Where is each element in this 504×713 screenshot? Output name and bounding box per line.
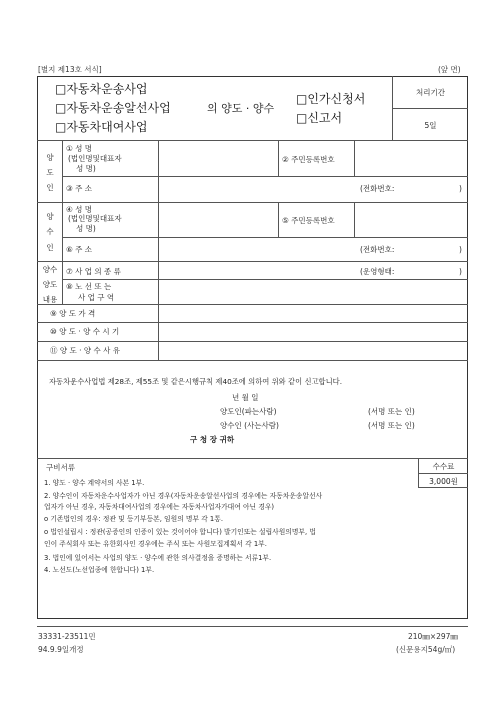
document-item-2b: o 법인설립시 : 정관(공증인의 인증이 있는 것이어야 합니다) 발기인또는 설립사원의명부, 법 xyxy=(44,528,316,536)
price-label: ⑨ 양 도 가 격 xyxy=(50,309,96,318)
processing-period-label: 처리기간 xyxy=(416,88,445,97)
reason-input[interactable] xyxy=(160,343,466,358)
operation-type-end: ) xyxy=(459,267,462,276)
route-input[interactable] xyxy=(160,281,466,302)
transferee-reg-input[interactable] xyxy=(356,204,466,235)
document-item-3: 3. 법인에 있어서는 사업의 양도 · 양수에 관한 의사결정을 증명하는 서류1부. xyxy=(44,554,272,562)
document-item-2a: o 기존법인의 경우: 정관 및 등기부등본, 임원의 명부 각 1통. xyxy=(44,515,223,523)
transferee-reg-label: ⑤ 주민등록번호 xyxy=(282,216,335,225)
transferor-phone-label: (전화번호: xyxy=(360,184,395,193)
operation-type-label: (운영형태: xyxy=(360,267,395,276)
processing-divider xyxy=(392,108,468,109)
fee-label: 수수료 xyxy=(432,462,455,471)
footer-line xyxy=(37,626,468,627)
kind-checkbox-application[interactable]: □인가신청서 xyxy=(296,92,366,106)
transferee-addr-input[interactable] xyxy=(160,239,355,259)
transferor-phone-end: ) xyxy=(459,184,462,193)
route-label-2: 사 업 구 역 xyxy=(78,293,115,302)
transferor-name-sub2: 성 명) xyxy=(76,164,96,173)
transferor-side-1: 양 xyxy=(46,153,54,162)
transferee-sign-note: (서명 또는 인) xyxy=(368,421,415,430)
document-item-2-cont: 업자가 아닌 경우, 자동차대여사업의 경우에는 자동차사업자가대여 아닌 경우) xyxy=(44,503,275,511)
business-type-label: ⑦ 사 업 의 종 류 xyxy=(66,267,121,276)
kind-checkbox-report[interactable]: □신고서 xyxy=(296,111,343,125)
date-label: ⑩ 양 도 · 양 수 시 기 xyxy=(50,327,120,336)
transferee-side-3: 인 xyxy=(46,243,54,252)
processing-period-value: 5일 xyxy=(424,121,437,130)
fee-value: 3,000원 xyxy=(429,477,458,486)
type-checkbox-transport[interactable]: □자동차운송사업 xyxy=(55,82,148,96)
transferee-name-label: ④ 성 명 xyxy=(66,205,92,214)
document-item-2: 2. 양수인이 자동차운수사업자가 아닌 경우(자동차운송알선사업의 경우에는 자동차운송알선사 xyxy=(44,492,323,500)
transferee-addr-label: ⑥ 주 소 xyxy=(66,245,92,254)
type-checkbox-rental[interactable]: □자동차대여사업 xyxy=(55,120,148,134)
document-item-4: 4. 노선도(노선업종에 한합니다) 1부. xyxy=(44,566,155,574)
footer-revised: 94.9.9일개정 xyxy=(38,645,84,654)
type-checkbox-brokerage[interactable]: □자동차운송알선사업 xyxy=(55,101,171,115)
transferee-side-1: 양 xyxy=(46,212,54,221)
reason-label: ⑪ 양 도 · 양 수 사 유 xyxy=(50,346,121,355)
transferor-side-3: 인 xyxy=(46,183,54,192)
transferee-phone-end: ) xyxy=(459,245,462,254)
declaration-statement: 자동차운수사업법 제28조, 제55조 및 같은시행규칙 제40조에 의하여 위와 같이 신고합니다. xyxy=(49,377,343,386)
transferor-sign-note: (서명 또는 인) xyxy=(368,407,415,416)
date-input[interactable] xyxy=(160,324,466,339)
transferor-addr-label: ③ 주 소 xyxy=(66,184,92,193)
transferor-name-input[interactable] xyxy=(160,142,276,174)
transferor-sign-label: 양도인(파는사람) xyxy=(220,407,277,416)
title-bottom-line xyxy=(37,140,468,141)
transferee-phone-label: (전화번호: xyxy=(360,245,395,254)
transferor-addr-input[interactable] xyxy=(160,178,355,200)
footer-paper: (신문용지54g/㎡) xyxy=(396,645,456,654)
document-item-2b-cont: 인이 주식회사 또는 유한회사인 경우에는 주식 또는 사원모집계획서 각 1부. xyxy=(44,540,267,548)
transferee-name-sub2: 성 명) xyxy=(76,224,96,233)
footer-code: 33331-23511민 xyxy=(38,632,96,641)
documents-label: 구비서류 xyxy=(46,463,75,472)
addressee: 구 청 장 귀하 xyxy=(190,435,235,444)
price-input[interactable] xyxy=(160,306,466,320)
document-item-1: 1. 양도 · 양수 계약서의 사본 1부. xyxy=(44,479,145,487)
business-side-3: 내용 xyxy=(42,295,58,304)
footer-size: 210㎜×297㎜ xyxy=(408,632,458,641)
transferor-name-sub1: (법인명및대표자 xyxy=(68,154,122,163)
title-middle: 의 양도 · 양수 xyxy=(207,102,275,115)
form-number: [별지 제13호 서식] xyxy=(38,65,102,74)
transferee-name-sub1: (법인명및대표자 xyxy=(68,214,122,223)
route-label-1: ⑧ 노 선 또 는 xyxy=(66,282,112,291)
transferee-name-input[interactable] xyxy=(160,204,276,235)
transferor-reg-label: ② 주민등록번호 xyxy=(282,155,335,164)
transferor-side-2: 도 xyxy=(46,168,54,177)
business-type-input[interactable] xyxy=(160,263,355,277)
transferor-reg-input[interactable] xyxy=(356,142,466,174)
business-side-2: 양도 xyxy=(42,280,58,289)
transferor-name-label: ① 성 명 xyxy=(66,144,92,153)
declaration-date: 년 월 일 xyxy=(232,393,259,402)
transferee-side-2: 수 xyxy=(46,227,54,236)
business-side-1: 양수 xyxy=(42,265,58,274)
page-side-label: (앞 면) xyxy=(438,65,461,74)
transferee-sign-label: 양수인 (사는사람) xyxy=(220,421,279,430)
